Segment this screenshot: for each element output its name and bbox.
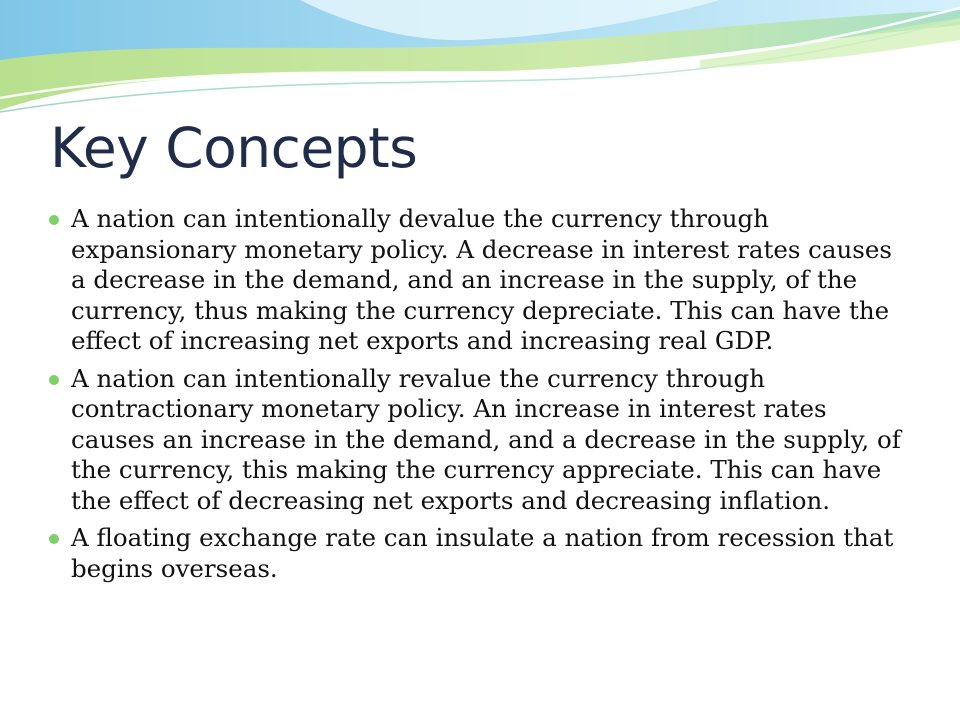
bullet-dot-icon xyxy=(49,375,59,385)
header-wave-decoration xyxy=(0,0,960,130)
bullet-text: A floating exchange rate can insulate a nation from recession that begins overseas. xyxy=(71,523,894,583)
bullet-dot-icon xyxy=(49,534,59,544)
bullet-text: A nation can intentionally revalue the currency through contractionary monetary policy. An increase in interest rates causes an increase in the demand, and a decrease in the supply, of the currency, this making the currency appreciate. This can have the effect of decreasing net exports and decreasing inflation. xyxy=(71,363,901,515)
bullet-text: A nation can intentionally devalue the currency through expansionary monetary policy. A decrease in interest rates causes a decrease in the demand, and an increase in the supply, of the currency, thus making the currency depreciate. This can have the effect of increasing net exports and increasing real GDP. xyxy=(71,204,892,355)
bullet-item xyxy=(46,523,914,584)
bullet-item xyxy=(46,204,914,357)
bullet-dot-icon xyxy=(49,215,59,225)
bullet-item xyxy=(46,364,914,517)
slide-title: Key Concepts xyxy=(50,116,418,180)
bullet-list xyxy=(46,204,914,591)
